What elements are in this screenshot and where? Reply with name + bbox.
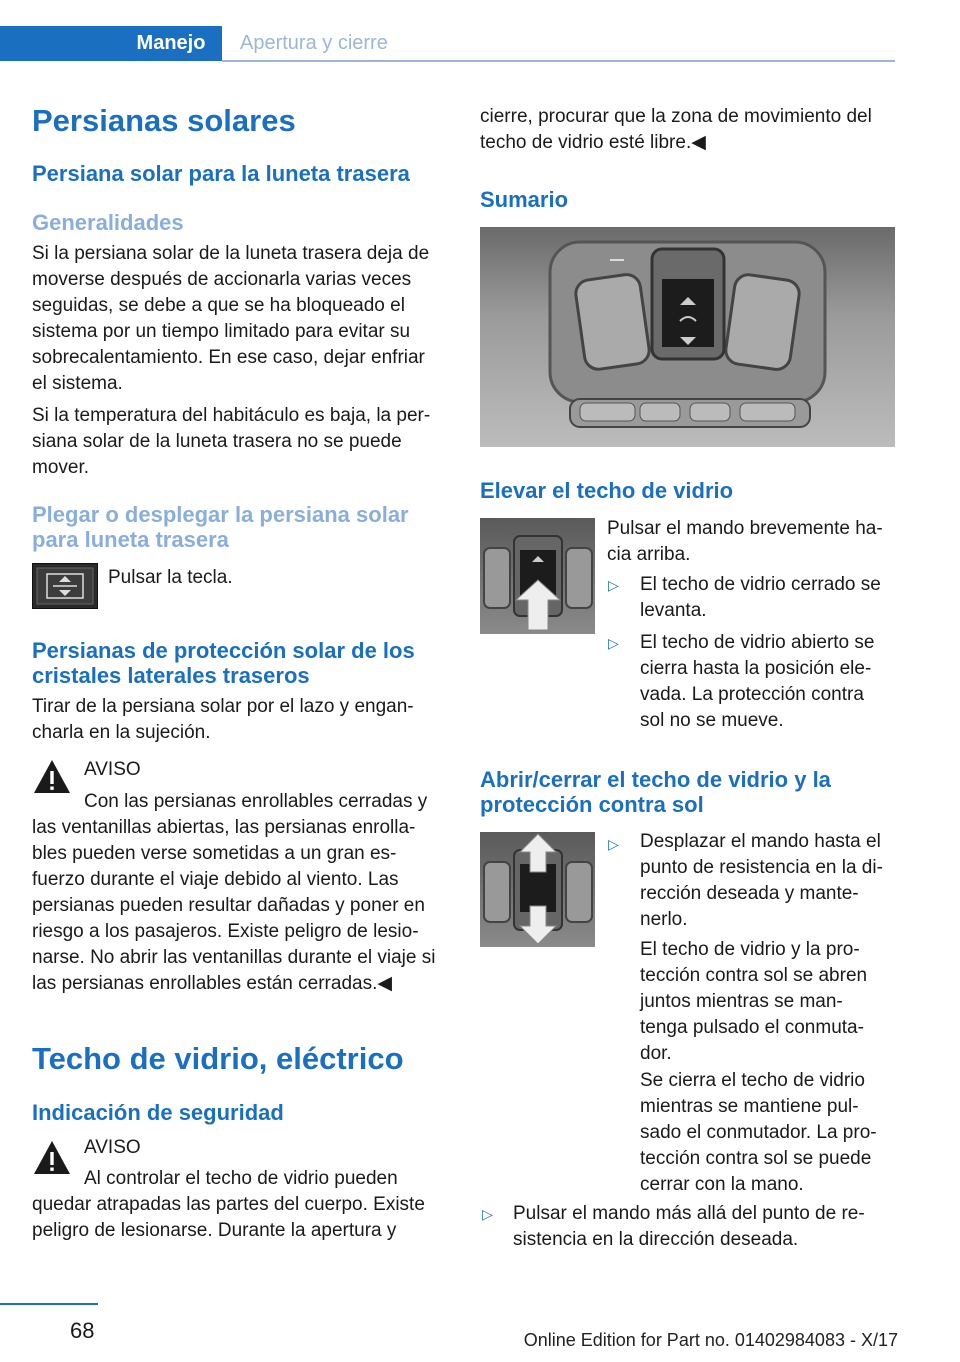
paragraph-cierre: cierre, procurar que la zona de movimiento del techo de vidrio esté libre.◀ <box>480 106 872 153</box>
bullet-icon: ▷ <box>608 635 619 651</box>
heading-sumario: Sumario <box>480 187 569 212</box>
warning-icon <box>32 1138 72 1178</box>
bullet-icon: ▷ <box>482 1206 493 1222</box>
paragraph-temperatura: Si la temperatura del habitáculo es baja, la per‐ siana solar de la luneta trasera no se puede mover. <box>32 405 431 478</box>
edition-text: Online Edition for Part no. 01402984083 - X/17 <box>523 1330 898 1350</box>
sunblind-button-icon <box>32 563 98 609</box>
bullet-icon: ▷ <box>608 836 619 852</box>
warning-text-line1: Con las persianas enrollables cerradas y <box>84 791 428 812</box>
warning2-text: quedar atrapadas las partes del cuerpo. Existe peligro de lesionarse. Durante la apertura y <box>32 1194 425 1241</box>
warning2-line1: Al controlar el techo de vidrio pueden <box>84 1168 398 1189</box>
paragraph-tirar: Tirar de la persiana solar por el lazo y engan‐ charla en la sujeción. <box>32 696 414 743</box>
title-techo: Techo de vidrio, eléctrico <box>32 1041 404 1076</box>
switch-up-image <box>480 518 595 634</box>
page-number: 68 <box>70 1318 95 1343</box>
heading-abrir: Abrir/cerrar el techo de vidrio y la protección contra sol <box>480 767 831 817</box>
tab-apertura[interactable]: Apertura y cierre <box>240 32 388 54</box>
bullet-icon: ▷ <box>608 577 619 593</box>
bullet-pulsar-mas: Pulsar el mando más allá del punto de re‐ sistencia en la dirección deseada. <box>513 1203 865 1250</box>
roof-console-image <box>480 227 895 447</box>
header-line <box>222 60 895 62</box>
heading-cristales: Persianas de protección solar de los cristales laterales traseros <box>32 638 415 688</box>
warning-icon <box>32 757 72 797</box>
bullet-desplazar: Desplazar el mando hasta el punto de resistencia en la di‐ rección deseada y mante‐ nerlo. <box>640 831 883 930</box>
warning-text: las ventanillas abiertas, las persianas enrolla‐ bles pueden verse sometidas a un gran es‐ fuerzo durante el viaje debido al viento. Las persianas pueden resultar dañadas y poner en riesgo a los pasajeros. Existe peligro de lesio‐ narse. No abrir las ventanillas durante el viaje si las persianas enrollables están cerradas.◀ <box>32 817 436 994</box>
switch-both-image <box>480 832 595 947</box>
text-abren-juntos: El techo de vidrio y la pro‐ tección contra sol se abren juntos mientras se man‐ tenga pulsado el conmuta‐ dor. <box>640 939 868 1064</box>
heading-generalidades: Generalidades <box>32 210 184 235</box>
title-persianas: Persianas solares <box>32 103 296 138</box>
aviso2-label: AVISO <box>84 1137 141 1158</box>
text-pulsar-arriba: Pulsar el mando brevemente ha‐ cia arriba. <box>607 518 883 565</box>
footer-line <box>0 1303 98 1305</box>
text-pulsar-tecla: Pulsar la tecla. <box>108 567 233 588</box>
heading-plegar: Plegar o desplegar la persiana solar para luneta trasera <box>32 502 409 552</box>
tab-manejo[interactable]: Manejo <box>120 26 222 61</box>
text-cierra-techo: Se cierra el techo de vidrio mientras se mantiene pul‐ sado el conmutador. La pro‐ tección contra sol se puede cerrar con la mano. <box>640 1070 877 1195</box>
heading-luneta: Persiana solar para la luneta trasera <box>32 161 410 186</box>
bullet-cierra: El techo de vidrio abierto se cierra hasta la posición ele‐ vada. La protección contra sol no se mueve. <box>640 632 875 731</box>
aviso-label: AVISO <box>84 759 141 780</box>
heading-elevar: Elevar el techo de vidrio <box>480 478 734 503</box>
heading-seguridad: Indicación de seguridad <box>32 1100 284 1125</box>
bullet-levanta: El techo de vidrio cerrado se levanta. <box>640 574 881 621</box>
paragraph-generalidades: Si la persiana solar de la luneta trasera deja de moverse después de accionarla varias veces seguidas, se debe a que se ha bloqueado el sistema por un tiempo limitado para evitar su sobrecalentamiento. En ese caso, dejar enfriar el sistema. <box>32 243 430 394</box>
